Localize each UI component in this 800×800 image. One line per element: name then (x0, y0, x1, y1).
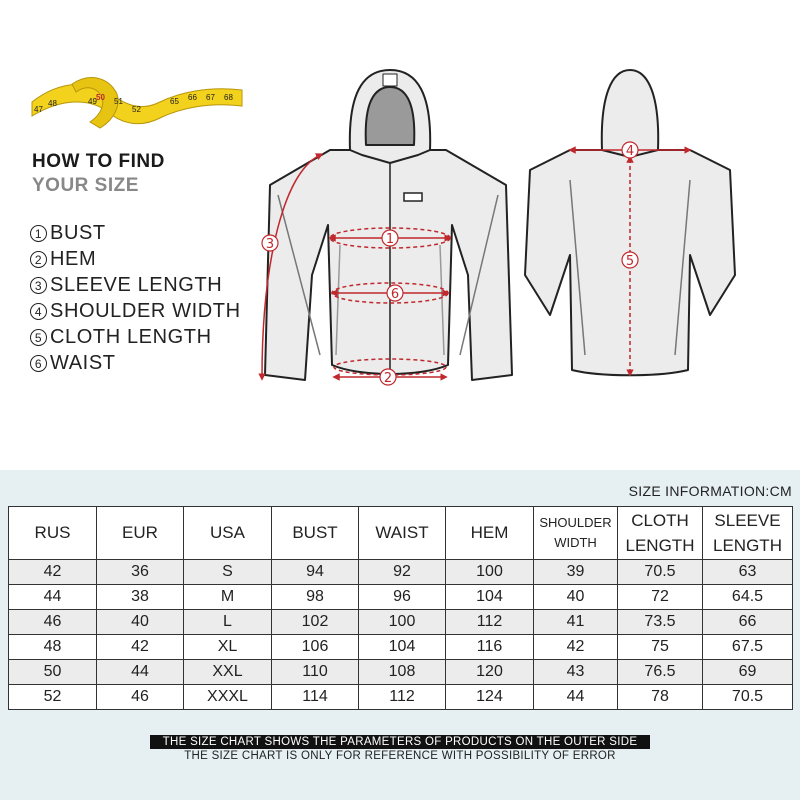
cell: 44 (534, 685, 618, 710)
cell: 42 (534, 635, 618, 660)
cell: 116 (446, 635, 534, 660)
header-cloth-length: CLOTH LENGTH (618, 507, 703, 560)
cell: 112 (446, 610, 534, 635)
cell: 42 (9, 560, 97, 585)
cell: M (184, 585, 272, 610)
cell: 70.5 (618, 560, 703, 585)
table-row (9, 610, 793, 635)
marker-shoulder-width: 4 (625, 144, 635, 159)
legend-number: 4 (30, 303, 47, 320)
cell: 50 (9, 660, 97, 685)
tape-number: 67 (206, 93, 215, 102)
marker-waist: 6 (390, 287, 400, 302)
cell: 96 (359, 585, 446, 610)
cell: 73.5 (618, 610, 703, 635)
cell: 124 (446, 685, 534, 710)
cell: 64.5 (703, 585, 793, 610)
legend-item-sleeve-length (30, 272, 241, 298)
cell: 104 (359, 635, 446, 660)
cell: 66 (703, 610, 793, 635)
marker-sleeve-length: 3 (265, 237, 275, 252)
header-usa: USA (184, 507, 272, 560)
table-row (9, 660, 793, 685)
tape-number: 49 (88, 97, 97, 106)
marker-hem: 2 (383, 371, 393, 386)
cell: XL (184, 635, 272, 660)
cell: XXL (184, 660, 272, 685)
cell: 92 (359, 560, 446, 585)
cell: 67.5 (703, 635, 793, 660)
marker-bust: 1 (385, 232, 395, 247)
legend-label: SLEEVE LENGTH (50, 273, 223, 296)
cell: 108 (359, 660, 446, 685)
cell: 98 (272, 585, 359, 610)
cell: 44 (9, 585, 97, 610)
marker-cloth-length: 5 (625, 254, 635, 269)
cell: L (184, 610, 272, 635)
tape-number: 68 (224, 93, 233, 102)
cell: 69 (703, 660, 793, 685)
legend-label: WAIST (50, 351, 116, 374)
legend-label: BUST (50, 221, 106, 244)
cell: 43 (534, 660, 618, 685)
heading-line-1: HOW TO FIND (32, 151, 165, 172)
legend-number: 5 (30, 329, 47, 346)
legend-item-waist (30, 350, 241, 376)
table-row (9, 585, 793, 610)
header-rus: RUS (9, 507, 97, 560)
tape-number: 50 (96, 93, 105, 102)
legend-number: 6 (30, 355, 47, 372)
cell: 40 (534, 585, 618, 610)
tape-number: 66 (188, 93, 197, 102)
cell: 112 (359, 685, 446, 710)
tape-number: 52 (132, 105, 141, 114)
cell: 100 (446, 560, 534, 585)
note-reference-error: THE SIZE CHART IS ONLY FOR REFERENCE WITH POSSIBILITY OF ERROR (184, 750, 616, 762)
header-bust: BUST (272, 507, 359, 560)
tape-number: 51 (114, 97, 123, 106)
cell: S (184, 560, 272, 585)
tape-number: 47 (34, 105, 43, 114)
cell: 38 (97, 585, 184, 610)
cell: 41 (534, 610, 618, 635)
note-outer-side: THE SIZE CHART SHOWS THE PARAMETERS OF PRODUCTS ON THE OUTER SIDE (150, 735, 650, 749)
legend-number: 3 (30, 277, 47, 294)
cell: 75 (618, 635, 703, 660)
header-shoulder-width: SHOULDER WIDTH (534, 507, 618, 560)
cell: 52 (9, 685, 97, 710)
cell: 39 (534, 560, 618, 585)
how-to-find-heading (32, 150, 165, 198)
heading-line-2: YOUR SIZE (32, 175, 139, 196)
table-row (9, 685, 793, 710)
cell: 36 (97, 560, 184, 585)
legend-item-bust (30, 220, 241, 246)
cell: 46 (9, 610, 97, 635)
legend-number: 2 (30, 251, 47, 268)
cell: 48 (9, 635, 97, 660)
size-table (8, 506, 793, 710)
tape-number: 48 (48, 99, 57, 108)
cell: 63 (703, 560, 793, 585)
cell: 76.5 (618, 660, 703, 685)
cell: 78 (618, 685, 703, 710)
cell: 102 (272, 610, 359, 635)
header-hem: HEM (446, 507, 534, 560)
cell: XXXL (184, 685, 272, 710)
legend-label: SHOULDER WIDTH (50, 299, 241, 322)
cell: 46 (97, 685, 184, 710)
legend-item-hem (30, 246, 241, 272)
legend-item-shoulder-width (30, 298, 241, 324)
measurement-legend (30, 220, 241, 376)
legend-label: CLOTH LENGTH (50, 325, 212, 348)
legend-item-cloth-length (30, 324, 241, 350)
cell: 104 (446, 585, 534, 610)
cell: 40 (97, 610, 184, 635)
jacket-measurement-diagram (240, 55, 760, 390)
cell: 72 (618, 585, 703, 610)
measuring-tape-icon (30, 72, 245, 134)
cell: 110 (272, 660, 359, 685)
header-waist: WAIST (359, 507, 446, 560)
tape-number: 65 (170, 97, 179, 106)
header-eur: EUR (97, 507, 184, 560)
legend-number: 1 (30, 225, 47, 242)
front-jacket (265, 70, 512, 380)
cell: 70.5 (703, 685, 793, 710)
header-sleeve-length: SLEEVE LENGTH (703, 507, 793, 560)
cell: 106 (272, 635, 359, 660)
cell: 44 (97, 660, 184, 685)
cell: 114 (272, 685, 359, 710)
cell: 120 (446, 660, 534, 685)
cell: 100 (359, 610, 446, 635)
legend-label: HEM (50, 247, 97, 270)
size-unit-label: SIZE INFORMATION:CM (628, 483, 792, 499)
table-row (9, 635, 793, 660)
table-row (9, 560, 793, 585)
cell: 42 (97, 635, 184, 660)
table-header-row (9, 507, 793, 560)
cell: 94 (272, 560, 359, 585)
